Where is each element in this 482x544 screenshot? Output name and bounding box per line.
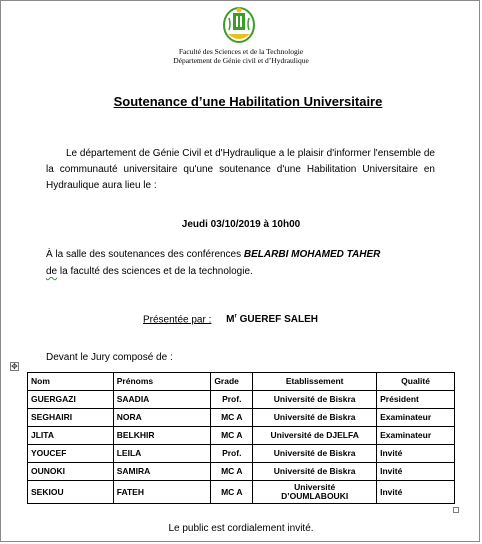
cell-qualite: Examinateur xyxy=(377,427,455,445)
cell-nom: OUNOKI xyxy=(28,463,114,481)
venue-hall-name: BELARBI MOHAMED TAHER xyxy=(243,249,381,260)
header-qualite: Qualité xyxy=(377,373,455,391)
faculty-name: Faculté des Sciences et de la Technologie xyxy=(178,47,304,56)
department-name: Département de Génie civil et d’Hydraulique xyxy=(173,56,309,65)
venue-de: de xyxy=(46,266,58,277)
venue-suffix: la faculté des sciences et de la technologie. xyxy=(57,266,253,277)
closing-line: Le public est cordialement invité. xyxy=(168,523,314,534)
candidate-title: M xyxy=(226,314,235,326)
cell-etablissement: Université D’OUMLABOUKI xyxy=(253,481,377,504)
cell-prenom: NORA xyxy=(113,409,211,427)
cell-grade: Prof. xyxy=(211,445,253,463)
cell-grade: MC A xyxy=(211,481,253,504)
university-logo xyxy=(222,4,256,44)
cell-prenom: SAADIA xyxy=(113,391,211,409)
cell-etablissement: Université de DJELFA xyxy=(253,427,377,445)
presented-by xyxy=(143,314,318,325)
cell-qualite: Invité xyxy=(377,463,455,481)
cell-etablissement: Université de Biskra xyxy=(253,409,377,427)
cell-grade: MC A xyxy=(211,463,253,481)
header-prenoms: Prénoms xyxy=(113,373,211,391)
table-move-handle-icon[interactable]: ✥ xyxy=(11,362,18,371)
cell-prenom: FATEH xyxy=(113,481,211,504)
cell-prenom: BELKHIR xyxy=(113,427,211,445)
cell-etablissement: Université de Biskra xyxy=(253,391,377,409)
venue-paragraph xyxy=(46,246,446,280)
table-resize-handle-icon[interactable] xyxy=(453,507,459,513)
cell-grade: Prof. xyxy=(211,391,253,409)
table-row xyxy=(28,409,455,427)
header-etablissement: Etablissement xyxy=(253,373,377,391)
cell-prenom: SAMIRA xyxy=(113,463,211,481)
cell-etablissement: Université de Biskra xyxy=(253,463,377,481)
cell-nom: JLITA xyxy=(28,427,114,445)
table-row xyxy=(28,427,455,445)
jury-table xyxy=(27,372,455,504)
header-nom: Nom xyxy=(28,373,114,391)
cell-grade: MC A xyxy=(211,409,253,427)
presented-by-label: Présentée par : xyxy=(143,314,212,326)
table-header-row xyxy=(28,373,455,391)
candidate-name xyxy=(226,314,318,325)
venue-prefix: À la salle des soutenances des conférences xyxy=(46,249,242,260)
jury-intro: Devant le Jury composé de : xyxy=(46,352,173,363)
candidate-title-sup: r xyxy=(234,314,237,320)
date-time: Jeudi 03/10/2019 à 10h00 xyxy=(181,219,301,230)
cell-nom: GUERGAZI xyxy=(28,391,114,409)
table-row xyxy=(28,391,455,409)
cell-qualite: Invité xyxy=(377,445,455,463)
cell-prenom: LEILA xyxy=(113,445,211,463)
table-row xyxy=(28,481,455,504)
cell-grade: MC A xyxy=(211,427,253,445)
cell-etablissement: Université de Biskra xyxy=(253,445,377,463)
header-grade: Grade xyxy=(211,373,253,391)
cell-qualite: Invité xyxy=(377,481,455,504)
table-row xyxy=(28,445,455,463)
candidate-fullname: GUEREF SALEH xyxy=(236,314,318,326)
cell-nom: SEGHAIRI xyxy=(28,409,114,427)
cell-nom: SEKIOU xyxy=(28,481,114,504)
table-row xyxy=(28,463,455,481)
cell-qualite: Examinateur xyxy=(377,409,455,427)
intro-paragraph: Le département de Génie Civil et d'Hydraulique a le plaisir d'informer l'ensemble de la communauté universitaire qu'une soutenance d'une Habilitation Universitaire en Hydraulique aura lieu le : xyxy=(46,148,435,191)
cell-qualite: Président xyxy=(377,391,455,409)
page-title: Soutenance d’une Habilitation Universitaire xyxy=(113,94,383,109)
cell-nom: YOUCEF xyxy=(28,445,114,463)
